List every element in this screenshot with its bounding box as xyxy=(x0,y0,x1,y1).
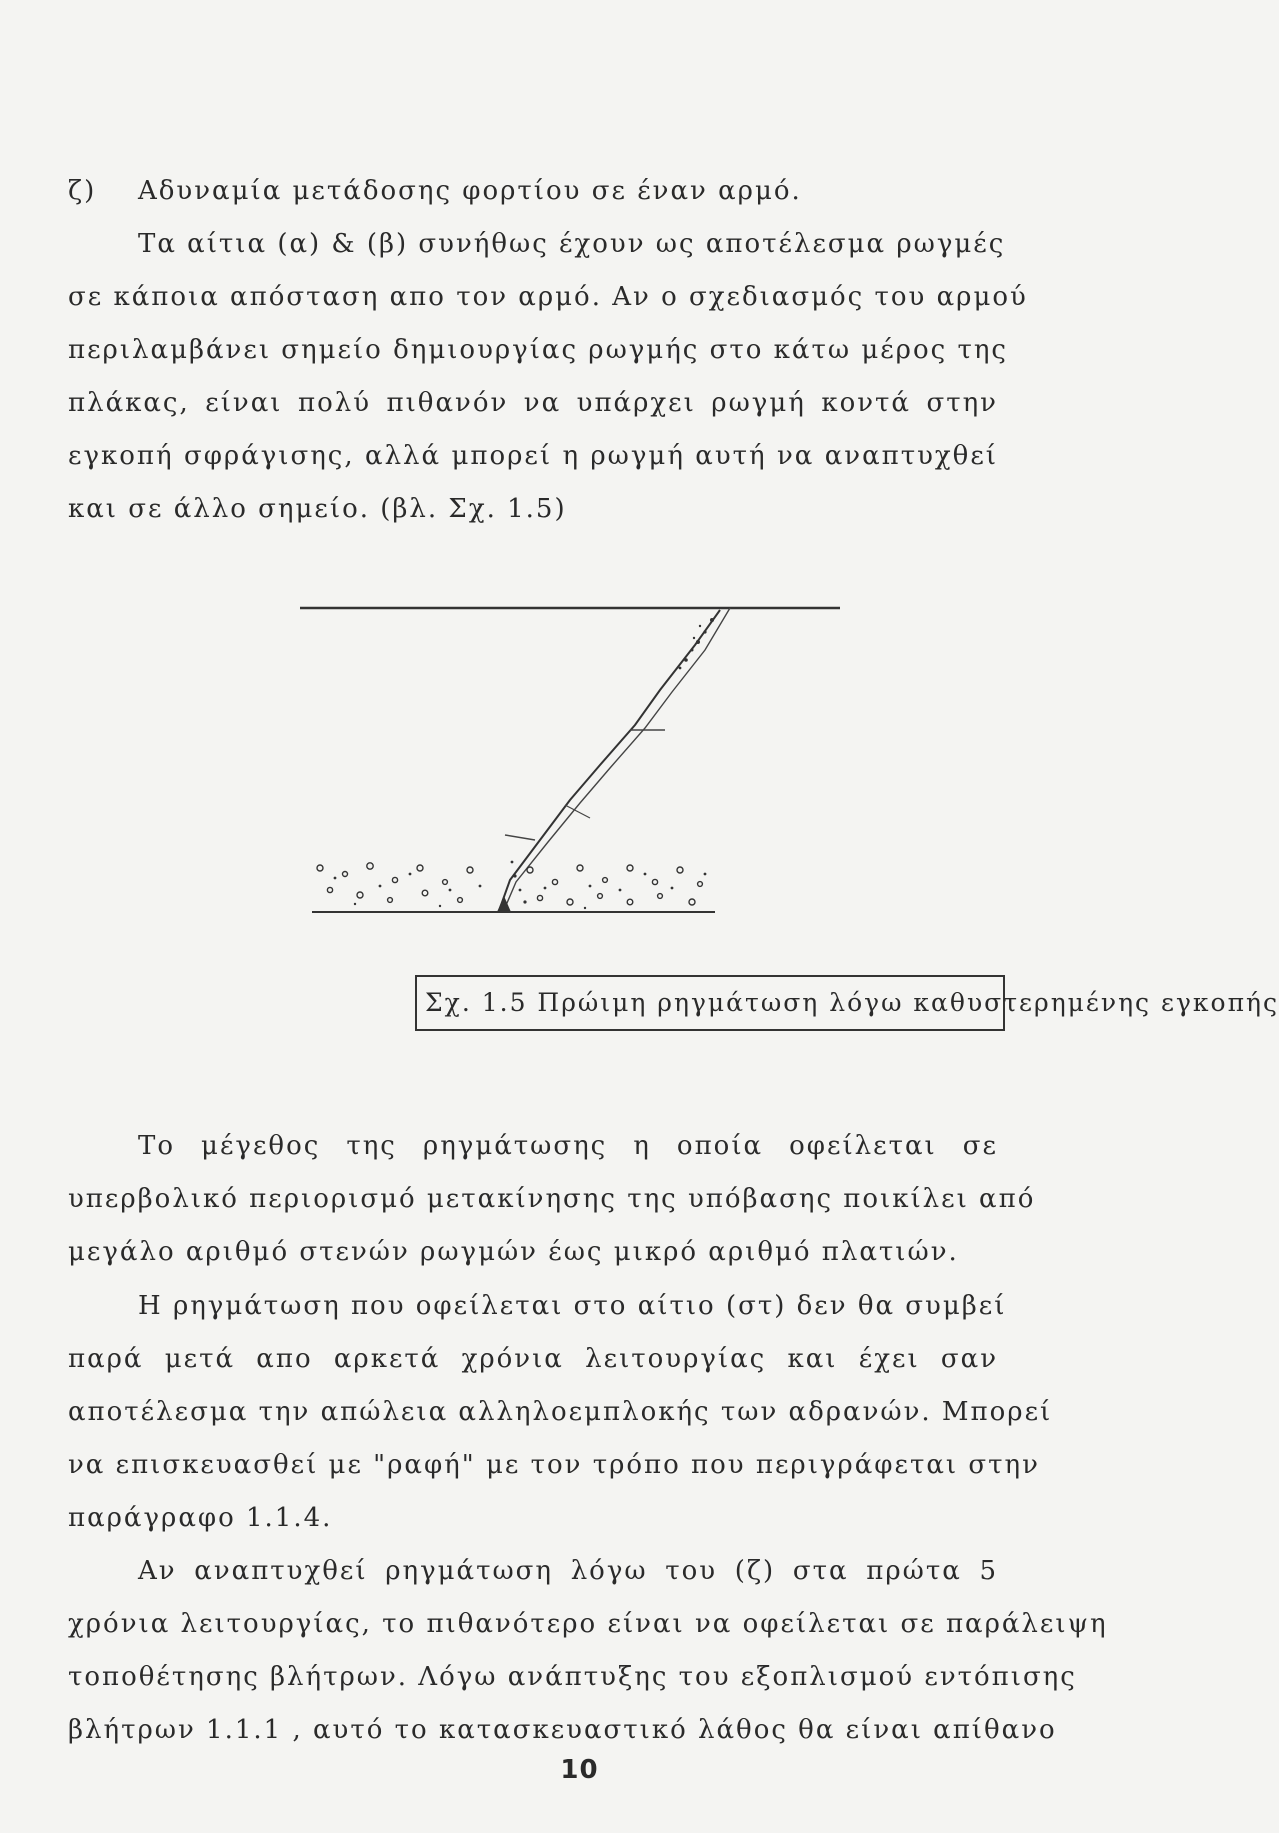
paragraph-2 xyxy=(68,1120,1036,1279)
text-line: βλήτρων 1.1.1 , αυτό το κατασκευαστικό λάθος θα είναι απίθανο xyxy=(68,1715,1057,1745)
text-line: πλάκας, είναι πολύ πιθανόν να υπάρχει ρωγμή κοντά στην xyxy=(68,388,998,418)
text-line: μεγάλο αριθμό στενών ρωγμών έως μικρό αριθμό πλατιών. xyxy=(68,1237,959,1267)
crack-branch xyxy=(505,835,535,840)
text-line: και σε άλλο σημείο. (βλ. Σχ. 1.5) xyxy=(68,494,567,524)
crack-line xyxy=(500,610,720,908)
figure-caption: Σχ. 1.5 Πρώιμη ρηγμάτωση λόγω καθυστερημένης εγκοπής xyxy=(415,975,1005,1031)
section-item-heading xyxy=(68,165,998,218)
text-line: Τα αίτια (α) & (β) συνήθως έχουν ως αποτέλεσμα ρωγμές xyxy=(138,229,1006,259)
paragraph-1 xyxy=(68,218,1028,536)
text-line: υπερβολικό περιορισμό μετακίνησης της υπόβασης ποικίλει από xyxy=(68,1184,1036,1214)
text-line: να επισκευασθεί με "ραφή" με τον τρόπο που περιγράφεται στην xyxy=(68,1450,1040,1480)
subbase-aggregate xyxy=(317,863,702,905)
page-number: 10 xyxy=(560,1755,599,1785)
paragraph-4 xyxy=(68,1545,1108,1757)
text-line: περιλαμβάνει σημείο δημιουργίας ρωγμής στο κάτω μέρος της xyxy=(68,335,1008,365)
text-line: τοποθέτησης βλήτρων. Λόγω ανάπτυξης του εξοπλισμού εντόπισης xyxy=(68,1662,1077,1692)
text-line: εγκοπή σφράγισης, αλλά μπορεί η ρωγμή αυτή να αναπτυχθεί xyxy=(68,441,998,471)
text-line: αποτέλεσμα την απώλεια αλληλοεμπλοκής των αδρανών. Μπορεί xyxy=(68,1397,1053,1427)
text-line: παράγραφο 1.1.4. xyxy=(68,1503,333,1533)
crack-line-edge xyxy=(504,608,730,910)
text-line: Αν αναπτυχθεί ρηγμάτωση λόγω του (ζ) στα πρώτα 5 xyxy=(138,1556,998,1586)
text-line: Η ρηγμάτωση που οφείλεται στο αίτιο (στ) δεν θα συμβεί xyxy=(138,1291,1007,1321)
text-line: Το μέγεθος της ρηγμάτωσης η οποία οφείλεται σε xyxy=(138,1131,998,1161)
text-line: παρά μετά απο αρκετά χρόνια λειτουργίας και έχει σαν xyxy=(68,1344,998,1374)
item-title: Αδυναμία μετάδοσης φορτίου σε έναν αρμό. xyxy=(138,176,802,206)
item-label: ζ) xyxy=(68,176,97,206)
paragraph-3 xyxy=(68,1280,1053,1545)
text-line: χρόνια λειτουργίας, το πιθανότερο είναι να οφείλεται σε παράλειψη xyxy=(68,1609,1108,1639)
crack-diagram xyxy=(300,590,860,930)
text-line: σε κάποια απόσταση απο τον αρμό. Αν ο σχεδιασμός του αρμού xyxy=(68,282,1028,312)
